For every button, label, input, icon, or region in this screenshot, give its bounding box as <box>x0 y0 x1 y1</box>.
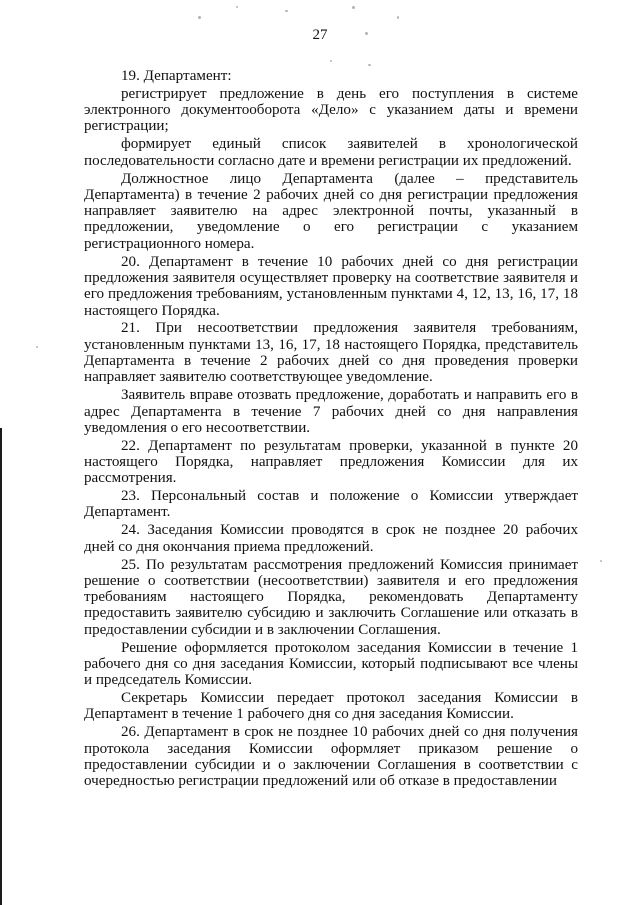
paragraph: регистрирует предложение в день его поступления в системе электронного документооборота «Дело» с указанием даты и времени регистрации; <box>84 85 578 135</box>
paragraph: 21. При несоответствии предложения заявителя требованиям, установленным пунктами 13, 16, 17, 18 настоящего Порядка, представитель Департамента в течение 2 рабочих дней со дня проведения проверки направляет заявителю соответствующее уведомление. <box>84 320 578 386</box>
scan-speck <box>36 346 38 348</box>
paragraph: 25. По результатам рассмотрения предложений Комиссия принимает решение о соответствии (несоответствии) заявителя и его предложения требованиям настоящего Порядка, рекомендовать Департаменту предоставить заявителю субсидию и заключить Соглашение или отказать в предоставлении субсидии и в заключении Соглашения. <box>84 556 578 638</box>
paragraph: Должностное лицо Департамента (далее – представитель Департамента) в течение 2 рабочих дней со дня регистрации предложения направляет заявителю на адрес электронной почты, указанный в предложении, уведомление о его регистрации с указанием регистрационного номера. <box>84 170 578 252</box>
paragraph: 23. Персональный состав и положение о Комиссии утверждает Департамент. <box>84 488 578 521</box>
paragraph: формирует единый список заявителей в хронологической последовательности согласно дате и времени регистрации их предложений. <box>84 136 578 169</box>
scan-speck <box>285 10 288 12</box>
paragraph: Заявитель вправе отозвать предложение, доработать и направить его в адрес Департамента в течение 7 рабочих дней со дня направления уведомления о его несоответствии. <box>84 387 578 436</box>
scan-speck <box>198 16 201 19</box>
paragraph: Решение оформляется протоколом заседания Комиссии в течение 1 рабочего дня со дня заседания Комиссии, который подписывают все члены и председатель Комиссии. <box>84 639 578 689</box>
scan-speck <box>397 16 399 19</box>
scan-speck <box>236 6 238 8</box>
scan-speck <box>600 560 602 562</box>
page-number: 27 <box>312 27 328 43</box>
paragraph: 24. Заседания Комиссии проводятся в срок не позднее 20 рабочих дней со дня окончания приема предложений. <box>84 522 578 555</box>
paragraph: 19. Департамент: <box>121 68 232 84</box>
paragraph: 26. Департамент в срок не позднее 10 рабочих дней со дня получения протокола заседания Комиссии оформляет приказом решение о предоставлении субсидии и о заключении Соглашения в соответствии с очередностью регистрации предложений или об отказе в предоставлении <box>84 724 578 790</box>
paragraph: 20. Департамент в течение 10 рабочих дней со дня регистрации предложения заявителя осуществляет проверку на соответствие заявителя и его предложения требованиям, установленным пунктами 4, 12, 13, 16, 17, 18 настоящего Порядка. <box>84 253 578 319</box>
paragraph: 22. Департамент по результатам проверки, указанной в пункте 20 настоящего Порядка, направляет предложения Комиссии для их рассмотрения. <box>84 437 578 487</box>
scan-speck <box>330 60 332 62</box>
scan-speck <box>368 64 371 66</box>
paragraph: Секретарь Комиссии передает протокол заседания Комиссии в Департамент в течение 1 рабочего дня со дня заседания Комиссии. <box>84 690 578 723</box>
scan-edge-bar <box>0 428 2 905</box>
scan-speck <box>352 6 355 9</box>
document-body <box>84 68 578 789</box>
